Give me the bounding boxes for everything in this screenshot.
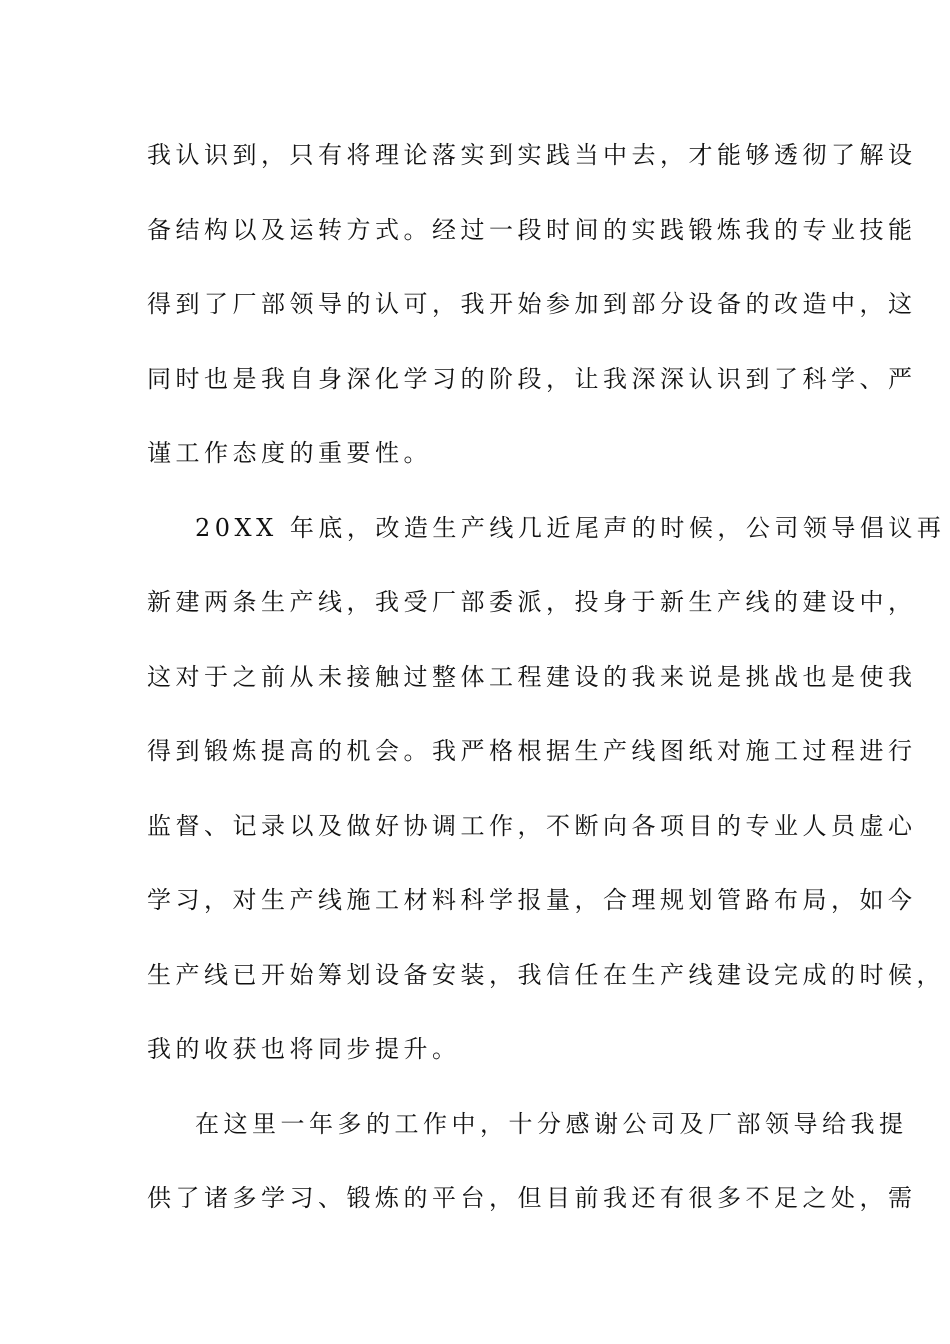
text-line: 得到锻炼提高的机会。我严格根据生产线图纸对施工过程进行	[147, 737, 917, 765]
text-line: 监督、记录以及做好协调工作，不断向各项目的专业人员虚心	[147, 811, 917, 840]
text-line: 同时也是我自身深化学习的阶段，让我深深认识到了科学、严	[147, 364, 917, 393]
text-line: 学习，对生产线施工材料科学报量，合理规划管路布局，如今	[147, 886, 917, 914]
paragraph-start-line: 20XX 年底，改造生产线几近尾声的时候，公司领导倡议再	[195, 513, 946, 542]
text-line: 我的收获也将同步提升。	[147, 1035, 461, 1063]
text-line: 供了诸多学习、锻炼的平台，但目前我还有很多不足之处，需	[147, 1184, 917, 1212]
text-line: 新建两条生产线，我受厂部委派，投身于新生产线的建设中，	[147, 588, 917, 616]
paragraph-start-line: 在这里一年多的工作中，十分感谢公司及厂部领导给我提	[195, 1109, 908, 1138]
text-line: 备结构以及运转方式。经过一段时间的实践锻炼我的专业技能	[147, 215, 917, 244]
text-line: 生产线已开始筹划设备安装，我信任在生产线建设完成的时候，	[147, 960, 945, 989]
text-line: 得到了厂部领导的认可，我开始参加到部分设备的改造中，这	[147, 290, 917, 318]
text-line: 我认识到，只有将理论落实到实践当中去，才能够透彻了解设	[147, 141, 917, 169]
text-line: 这对于之前从未接触过整体工程建设的我来说是挑战也是使我	[147, 662, 917, 691]
text-line: 谨工作态度的重要性。	[147, 439, 432, 467]
document-body	[147, 118, 946, 1236]
